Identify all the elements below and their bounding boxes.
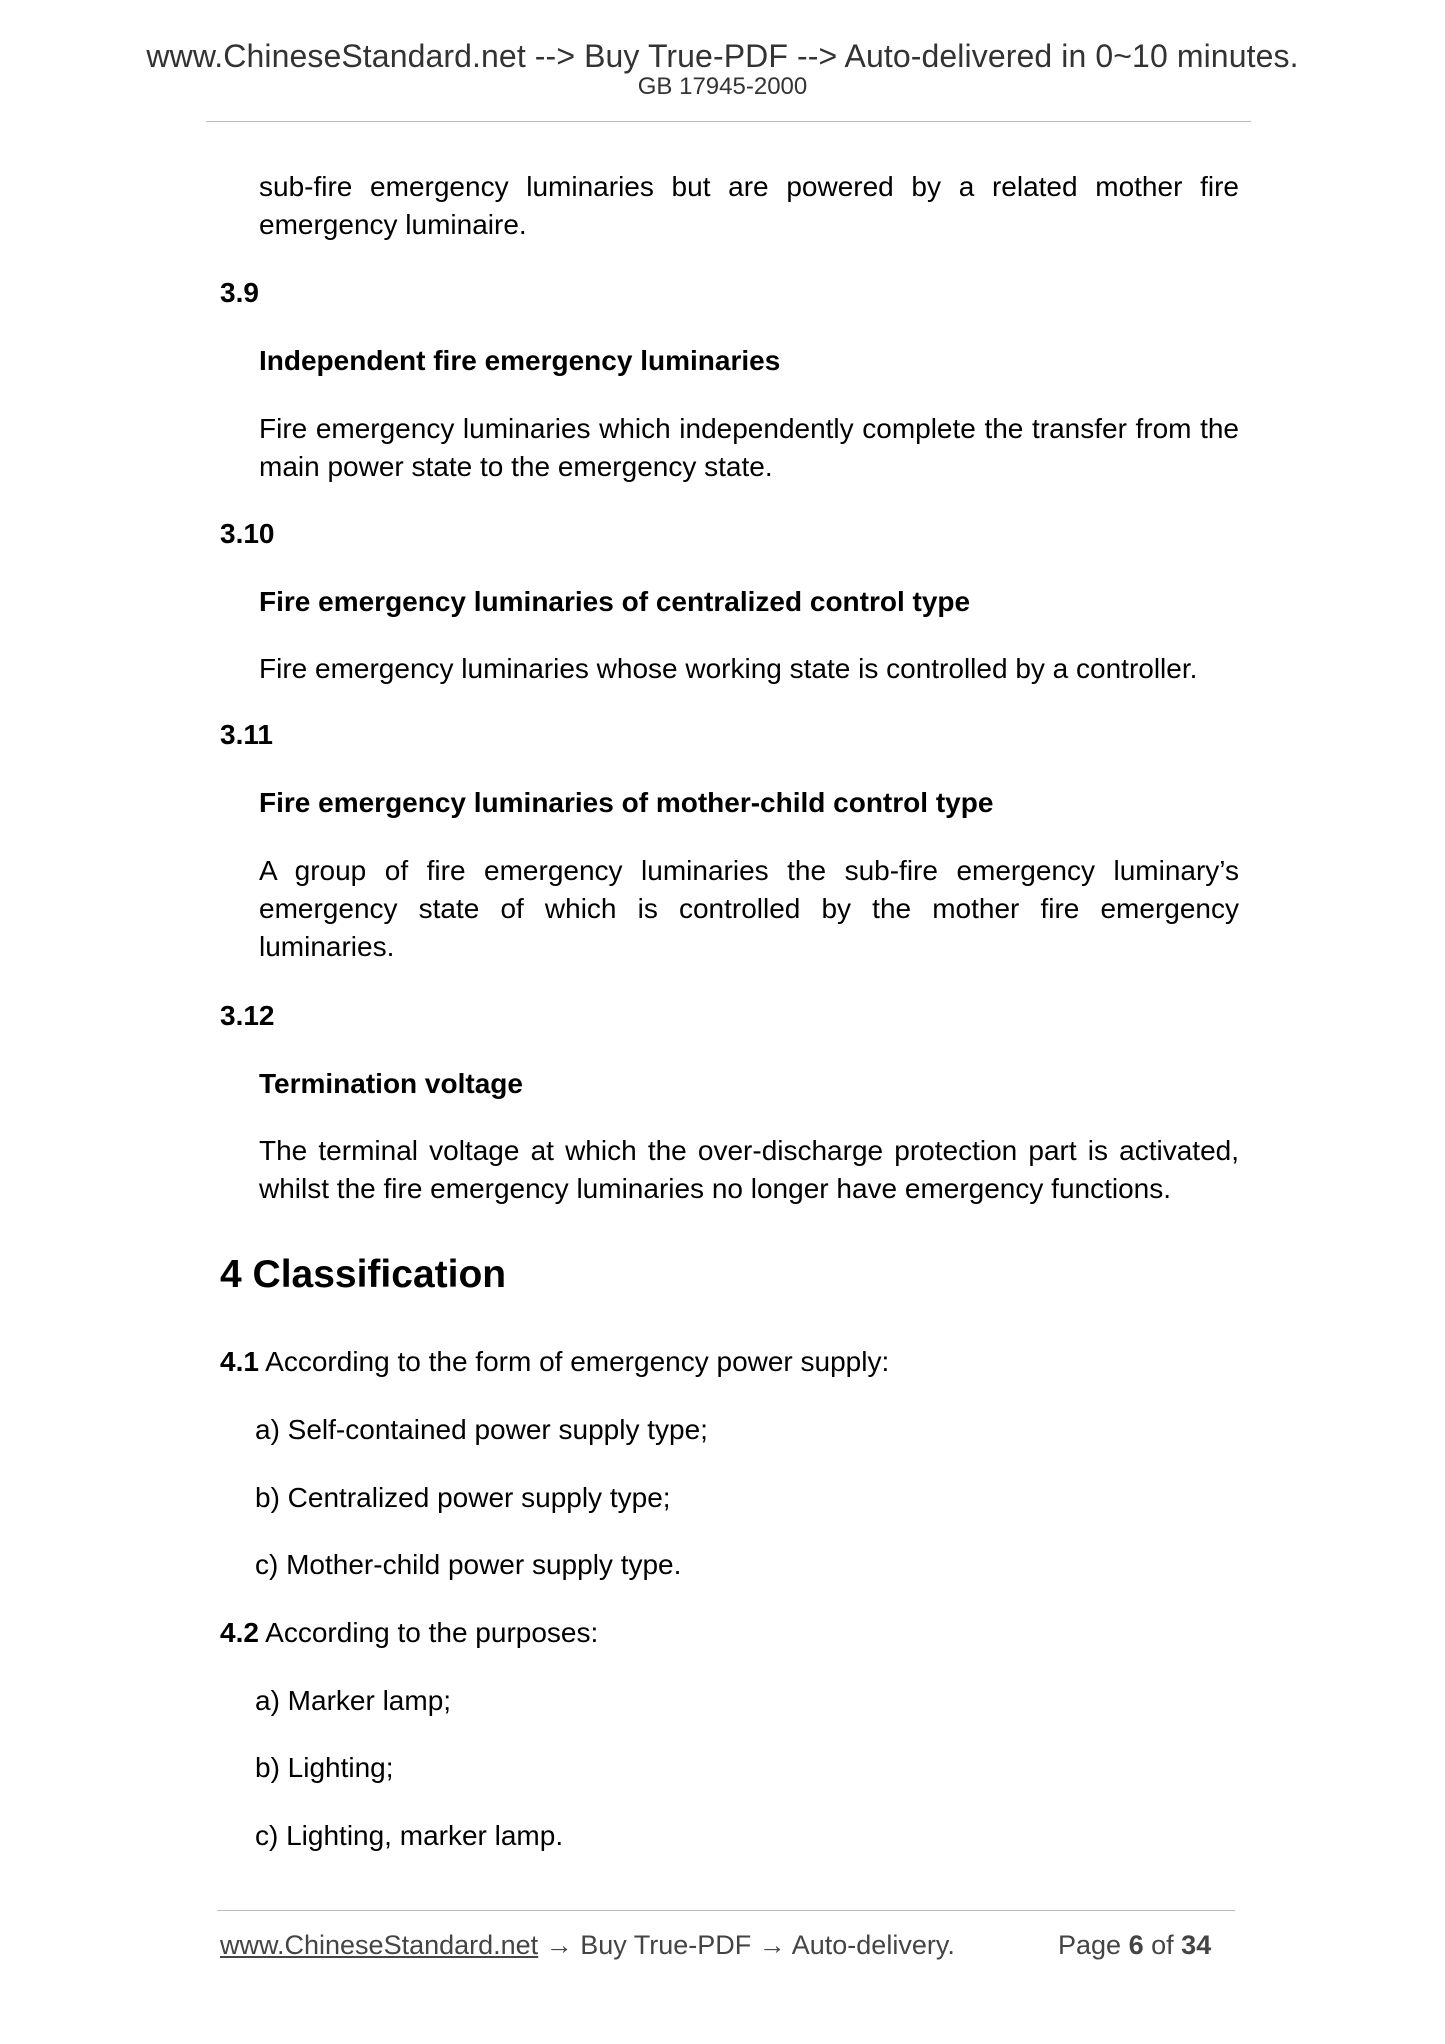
clause-number-3-9: 3.9 — [220, 277, 259, 308]
clause-number-3-10: 3.10 — [220, 518, 275, 549]
page-current: 6 — [1128, 1930, 1144, 1960]
definition-3-12: The terminal voltage at which the over-discharge protection part is activated, whilst the fire emergency luminaries no longer have emergency functions. — [259, 1135, 1239, 1204]
item-4-1 — [220, 1344, 889, 1380]
list-item: b) Lighting; — [255, 1752, 394, 1783]
clause-number-3-11: 3.11 — [220, 719, 273, 750]
term-3-10: Fire emergency luminaries of centralized control type — [259, 586, 971, 617]
definition-3-10: Fire emergency luminaries whose working state is controlled by a controller. — [259, 653, 1198, 684]
term-3-12: Termination voltage — [259, 1068, 523, 1099]
page-label: Page — [1058, 1930, 1122, 1960]
section-heading: 4 Classification — [220, 1253, 507, 1296]
page-total: 34 — [1181, 1930, 1212, 1960]
item-text: According to the purposes: — [265, 1617, 599, 1648]
header-banner: www.ChineseStandard.net --> Buy True-PDF --> Auto-delivered in 0~10 minutes. — [146, 38, 1299, 74]
list-item: a) Self-contained power supply type; — [255, 1414, 708, 1445]
continuation-paragraph: sub-fire emergency luminaries but are powered by a related mother fire emergency luminaire. — [259, 171, 1239, 240]
item-number: 4.2 — [220, 1617, 259, 1648]
of-label: of — [1151, 1930, 1174, 1960]
footer-link[interactable]: www.ChineseStandard.net — [220, 1930, 539, 1960]
term-3-9: Independent fire emergency luminaries — [259, 345, 781, 376]
definition-3-9: Fire emergency luminaries which independently complete the transfer from the main power state to the emergency state. — [259, 413, 1239, 482]
list-item: a) Marker lamp; — [255, 1685, 452, 1716]
footer-divider — [217, 1910, 1235, 1911]
footer-trail: → Buy True-PDF → Auto-delivery. — [545, 1930, 955, 1960]
footer-promo — [220, 1928, 955, 1962]
list-item: b) Centralized power supply type; — [255, 1482, 671, 1513]
clause-number-3-12: 3.12 — [220, 1000, 275, 1031]
item-number: 4.1 — [220, 1346, 259, 1377]
list-item: c) Mother-child power supply type. — [255, 1549, 682, 1580]
list-item: c) Lighting, marker lamp. — [255, 1820, 564, 1851]
item-4-2 — [220, 1615, 598, 1651]
definition-3-11: A group of fire emergency luminaries the sub-fire emergency luminary’s emergency state of which is controlled by the mother fire emergency luminaries. — [259, 855, 1239, 962]
term-3-11: Fire emergency luminaries of mother-child control type — [259, 787, 994, 818]
header-divider — [206, 121, 1251, 122]
page-indicator — [1058, 1928, 1211, 1962]
item-text: According to the form of emergency power supply: — [265, 1346, 890, 1377]
standard-code: GB 17945-2000 — [637, 73, 808, 100]
